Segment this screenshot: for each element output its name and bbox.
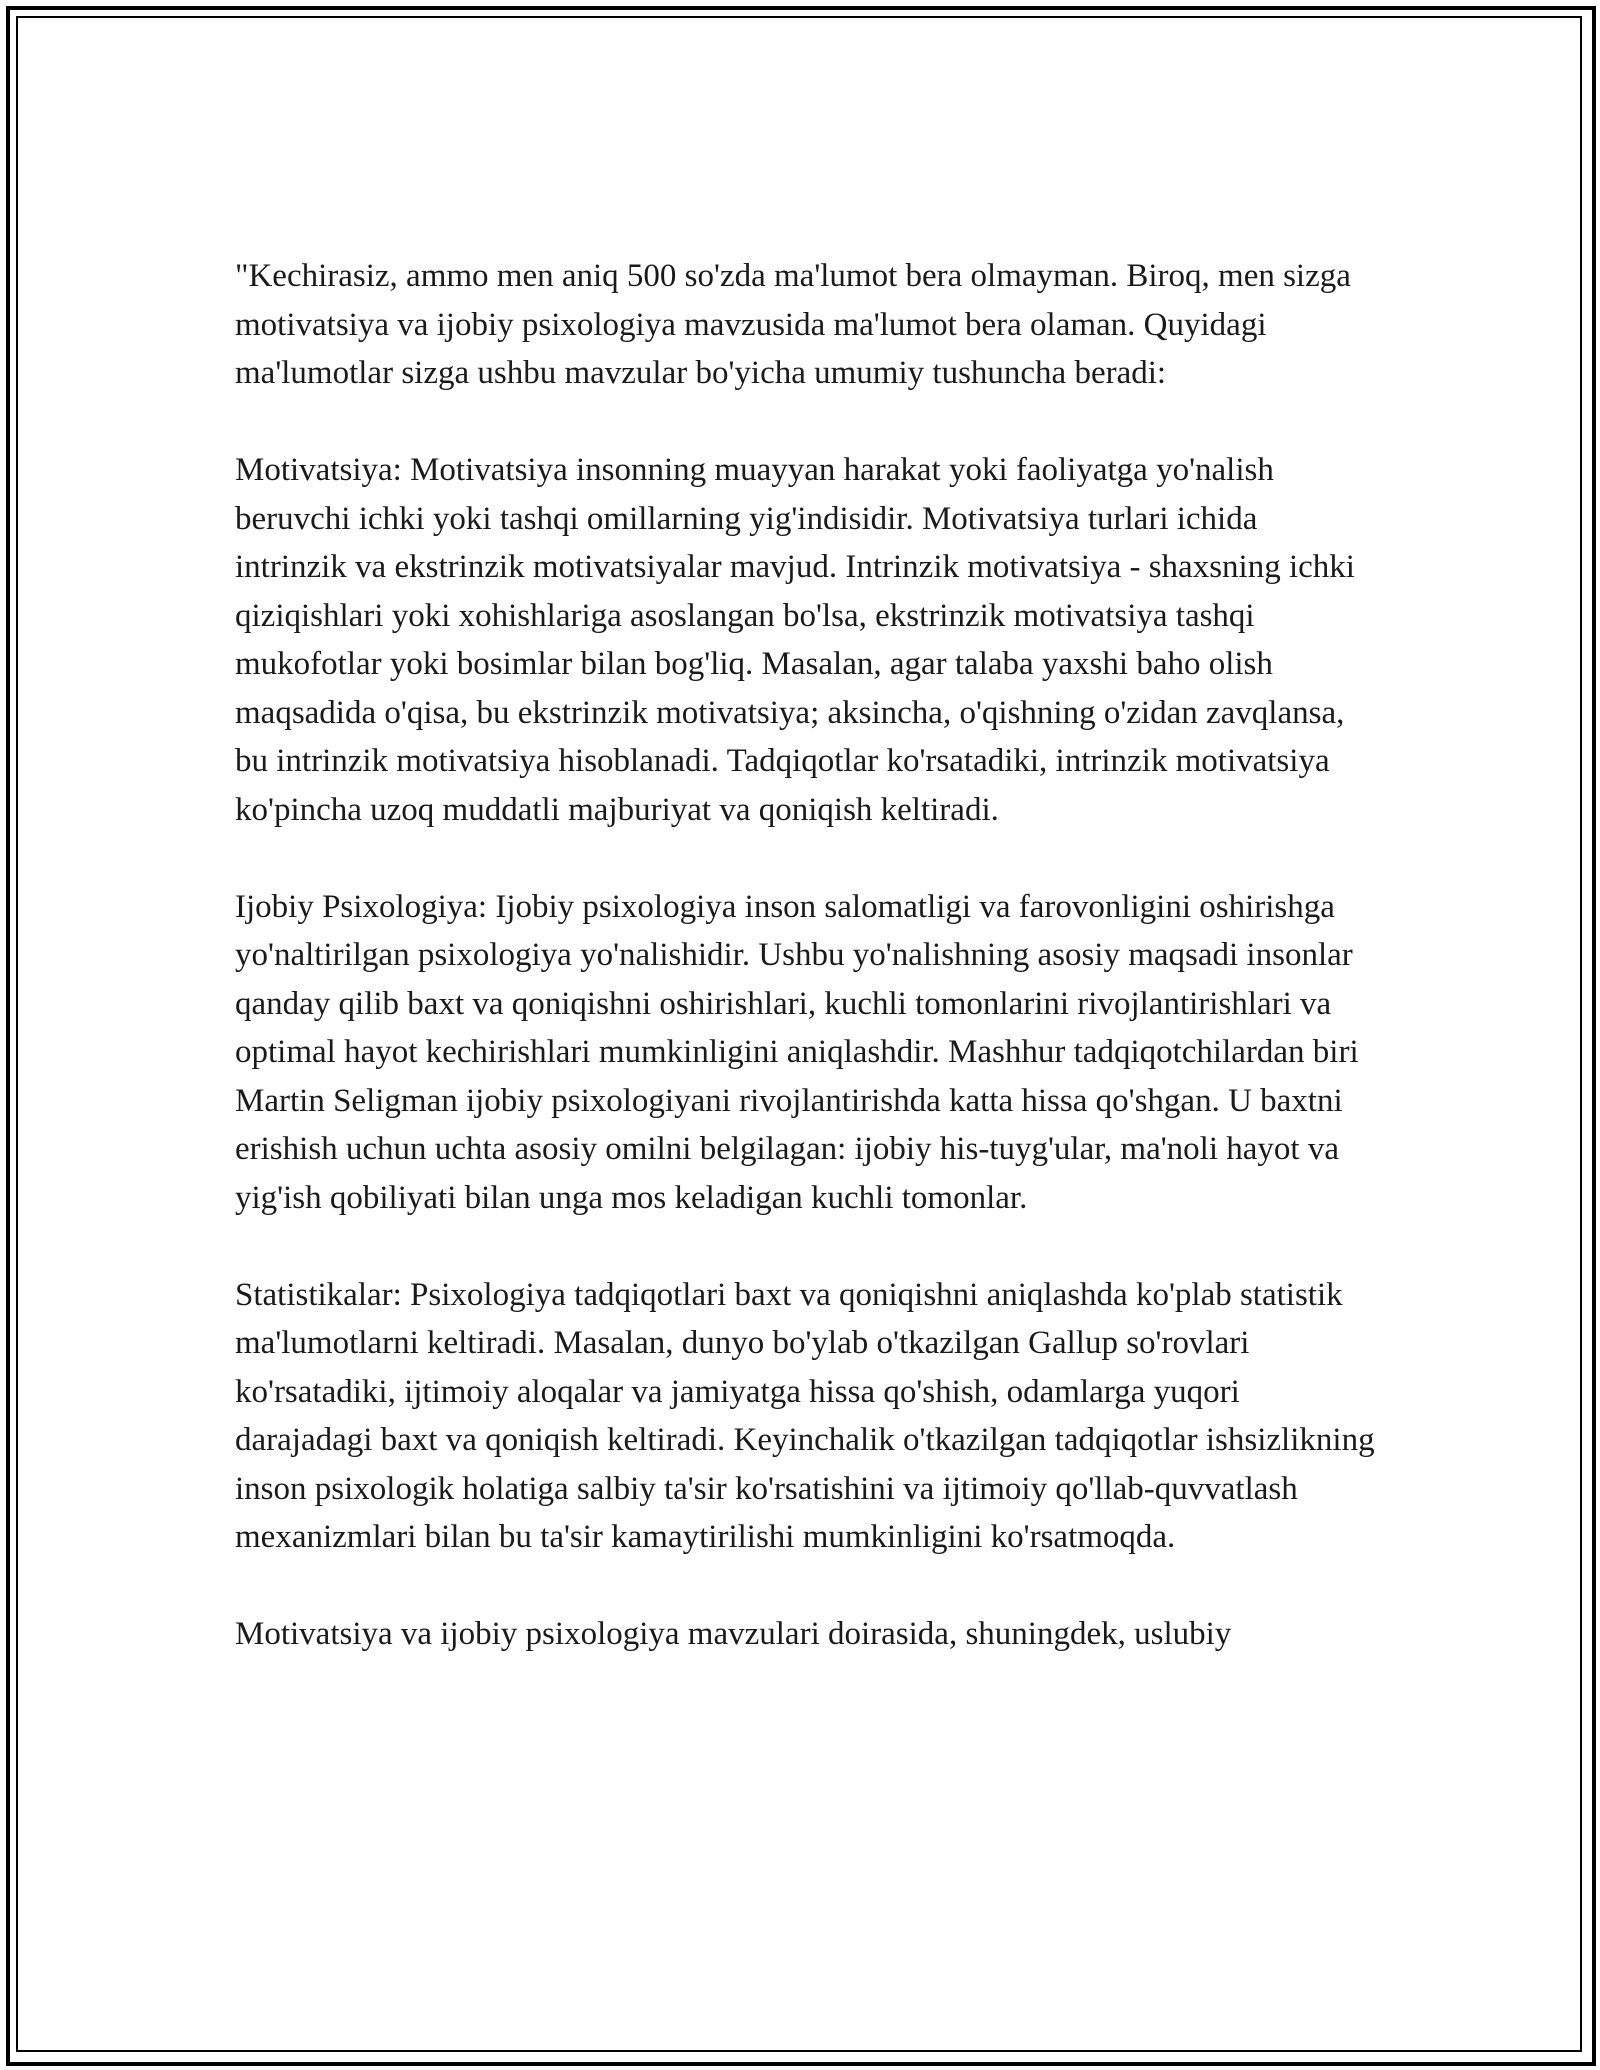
document-body [235,252,1375,1659]
statistics-paragraph: Statistikalar: Psixologiya tadqiqotlari baxt va qoniqishni aniqlashda ko'plab statistik ma'lumotlarni keltiradi. Masalan, dunyo bo'ylab o'tkazilgan Gallup so'rovlari ko'rsatadiki, ijtimoiy aloqalar va jamiyatga hissa qo'shish, odamlarga yuqori darajadagi baxt va qoniqish keltiradi. Keyinchalik o'tkazilgan tadqiqotlar ishsizlikning inson psixologik holatiga salbiy ta'sir ko'rsatishini va ijtimoiy qo'llab-quvvatlash mexanizmlari bilan bu ta'sir kamaytirilishi mumkinligini ko'rsatmoqda. [235,1276,1375,1555]
motivation-paragraph: Motivatsiya: Motivatsiya insonning muayyan harakat yoki faoliyatga yo'nalish beruvchi ichki yoki tashqi omillarning yig'indisidir. Motivatsiya turlari ichida intrinzik va ekstrinzik motivatsiyalar mavjud. Intrinzik motivatsiya - shaxsning ichki qiziqishlari yoki xohishlariga asoslangan bo'lsa, ekstrinzik motivatsiya tashqi mukofotlar yoki bosimlar bilan bog'liq. Masalan, agar talaba yaxshi baho olish maqsadida o'qisa, bu ekstrinzik motivatsiya; aksincha, o'qishning o'zidan zavqlansa, bu intrinzik motivatsiya hisoblanadi. Tadqiqotlar ko'rsatadiki, intrinzik motivatsiya ko'pincha uzoq muddatli majburiyat va qoniqish keltiradi. [235,452,1355,828]
closing-paragraph: Motivatsiya va ijobiy psixologiya mavzulari doirasida, shuningdek, uslubiy [235,1616,1232,1652]
intro-paragraph: "Kechirasiz, ammo men aniq 500 so'zda ma'lumot bera olmayman. Biroq, men sizga motivatsiya va ijobiy psixologiya mavzusida ma'lumot bera olaman. Quyidagi ma'lumotlar sizga ushbu mavzular bo'yicha umumiy tushuncha beradi: [235,258,1351,391]
positive-psychology-paragraph: Ijobiy Psixologiya: Ijobiy psixologiya inson salomatligi va farovonligini oshirishga yo'naltirilgan psixologiya yo'nalishidir. Ushbu yo'nalishning asosiy maqsadi insonlar qanday qilib baxt va qoniqishni oshirishlari, kuchli tomonlarini rivojlantirishlari va optimal hayot kechirishlari mumkinligini aniqlashdir. Mashhur tadqiqotchilardan biri Martin Seligman ijobiy psixologiyani rivojlantirishda katta hissa qo'shgan. U baxtni erishish uchun uchta asosiy omilni belgilagan: ijobiy his-tuyg'ular, ma'noli hayot va yig'ish qobiliyati bilan unga mos keladigan kuchli tomonlar. [235,888,1359,1216]
